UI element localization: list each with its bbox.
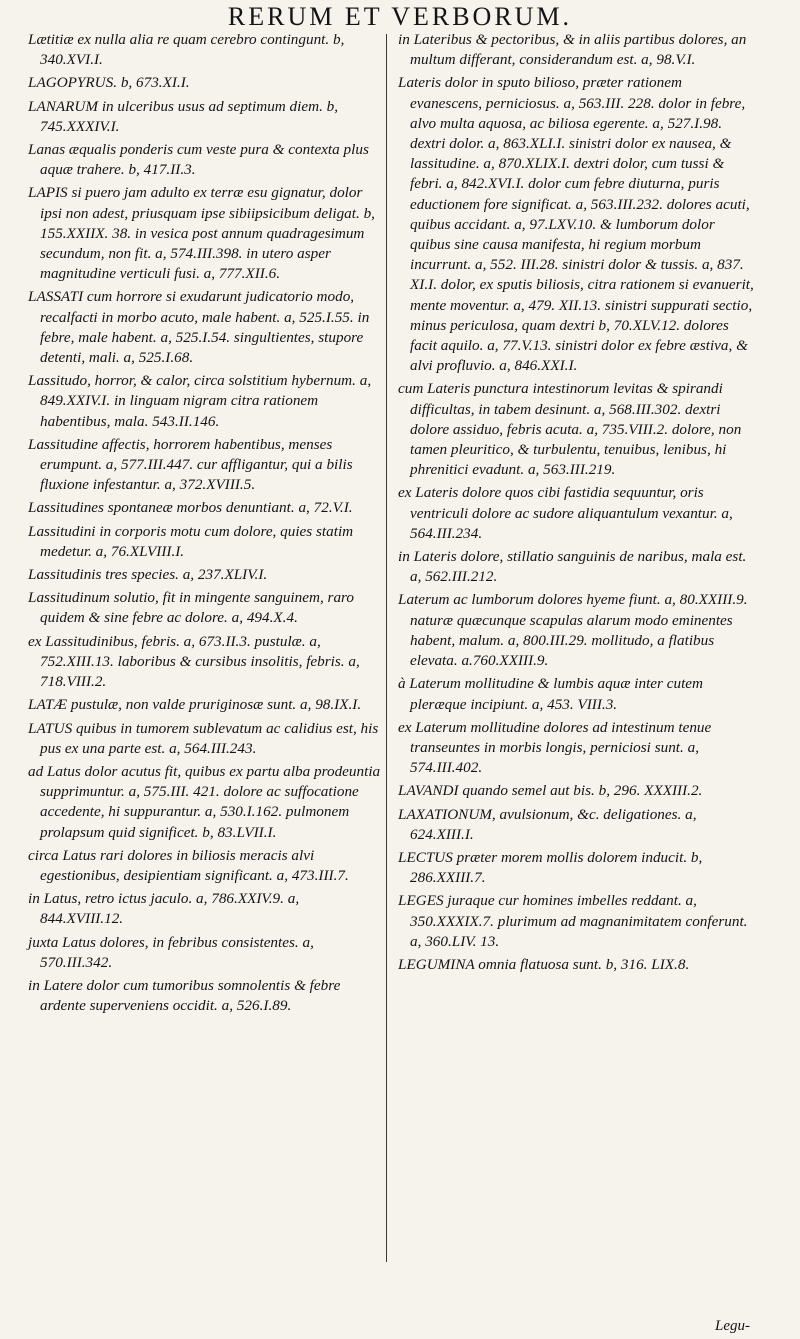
index-entry: Laterum ac lumborum dolores hyeme fiunt. a, 80.XXIII.9. naturæ quæcunque scapulas alarum modo eminentes habent, malum. a, 800.III.29. mollitudo, a flatibus elevata. a.760.XXIII.9. [398, 591, 748, 670]
index-entry: LAPIS si puero jam adulto ex terræ esu gignatur, dolor ipsi non adest, priusquam ipse sibiipsicibum deligat. b, 155.XXIIX. 38. in vesica post annum quadragesimum secundum, non fit. a, 574.III.398. in utero asper magnitudine verticuli fusi. a, 777.XII.6. [28, 184, 375, 283]
catchword: Legu- [715, 1318, 750, 1334]
index-entry: Lateris dolor in sputo bilioso, præter rationem evanescens, perniciosus. a, 563.III. 228. dolor in febre, alvo multa aquosa, ac biliosa egerente. a, 527.I.98. dextri dolor. a, 863.XLI.I. sinistri dolor ex nausea, & lassitudine. a, 870.XLIX.I. dextri dolor, cum tussi & febri. a, 842.XVI.I. dolor cum febre diuturna, puris eductionem fore significat. a, 563.III.232. dolores acuti, quibus accidant. a, 97.LXV.10. & lumborum dolor quibus sine causa manifesta, hi regium morbum incurrunt. a, 552. III.28. sinistri dolor & tussis. a, 837. XI.I. dolor, ex sputis biliosis, citra rationem si evanuerit, mente moventur. a, 479. XII.13. sinistri suppurati sectio, minus periculosa, quam dextri b, 70.XLV.12. dolores facit aquilo. a, 77.V.13. sinistri dolor ex febre æstiva, & alvi profluvio. a, 846.XXI.I. [398, 74, 754, 375]
index-entry: in Latus, retro ictus jaculo. a, 786.XXIV.9. a, 844.XVIII.12. [28, 890, 300, 928]
index-entry: in Latere dolor cum tumoribus somnolentis & febre ardente superveniens occidit. a, 526.I.89. [28, 976, 341, 1015]
index-entry: Lætitiæ ex nulla alia re quam cerebro contingunt. b, 340.XVI.I. [28, 31, 345, 69]
index-entry: LEGES juraque cur homines imbelles reddant. a, 350.XXXIX.7. plurimum ad magnanimitatem conferunt. a, 360.LIV. 13. [398, 892, 748, 950]
index-entry: Lassitudine affectis, horrorem habentibus, menses erumpunt. a, 577.III.447. cur affligantur, qui a bilis fluxione infestantur. a, 372.XVIII.5. [28, 435, 353, 494]
index-entry: LAGOPYRUS. b, 673.XI.I. [28, 74, 190, 92]
index-entry: Lassitudini in corporis motu cum dolore, quies statim medetur. a, 76.XLVIII.I. [28, 522, 354, 560]
index-entry: Lassitudo, horror, & calor, circa solstitium hybernum. a, 849.XXIV.I. in linguam nigram citra rationem habentibus, mala. 543.II.146. [28, 372, 372, 430]
index-entry: juxta Latus dolores, in febribus consistentes. a, 570.III.342. [28, 933, 314, 971]
index-entry: LEGUMINA omnia flatuosa sunt. b, 316. LIX.8. [398, 955, 690, 973]
index-entry: in Lateris dolore, stillatio sanguinis de naribus, mala est. a, 562.III.212. [398, 548, 747, 586]
index-entry: à Laterum mollitudine & lumbis aquæ inter cutem pleræque incipiunt. a, 453. VIII.3. [398, 675, 704, 713]
index-entry: in Lateribus & pectoribus, & in aliis partibus dolores, an multum differant, considerandum est. a, 98.V.I. [398, 31, 747, 69]
index-entry: LAVANDI quando semel aut bis. b, 296. XXXIII.2. [398, 782, 703, 800]
column-divider [386, 34, 387, 1262]
index-entry: LATÆ pustulæ, non valde pruriginosæ sunt. a, 98.IX.I. [28, 696, 362, 714]
index-entry: circa Latus rari dolores in biliosis meracis alvi egestionibus, desipientiam significant. a, 473.III.7. [28, 846, 349, 884]
running-header: RERUM ET VERBORUM. [227, 2, 573, 31]
index-entry: cum Lateris punctura intestinorum levitas & spirandi difficultas, in tabem desinunt. a, 568.III.302. dextri dolore assiduo, febris acuta. a, 735.VIII.2. dolore, non tamen pleuritico, & turbulentu, tenuibus, lenibus, hi phrenitici evadunt. a, 563.III.219. [398, 380, 742, 479]
left-column [28, 30, 384, 1019]
index-entry: LATUS quibus in tumorem sublevatum ac calidius est, his pus ex una parte est. a, 564.III.243. [28, 719, 379, 757]
index-entry: LAXATIONUM, avulsionum, &c. deligationes. a, 624.XIII.I. [398, 805, 697, 843]
right-column [398, 30, 756, 978]
index-entry: ex Laterum mollitudine dolores ad intestinum tenue transeuntes in morbis longis, perniciosi sunt. a, 574.III.402. [398, 718, 712, 777]
index-entry: Lassitudines spontaneæ morbos denuntiant. a, 72.V.I. [28, 499, 353, 517]
index-entry: LECTUS præter morem mollis dolorem inducit. b, 286.XXIII.7. [398, 848, 703, 887]
index-entry: LANARUM in ulceribus usus ad septimum diem. b, 745.XXXIV.I. [28, 97, 339, 135]
index-entry: Lassitudinis tres species. a, 237.XLIV.I. [28, 566, 268, 584]
index-entry: Lassitudinum solutio, fit in mingente sanguinem, raro quidem & sine febre ac dolore. a, 494.X.4. [28, 589, 354, 627]
index-entry: ex Lateris dolore quos cibi fastidia sequuntur, oris ventriculi dolore ac sudore aliquantulum vexantur. a, 564.III.234. [398, 484, 733, 542]
index-entry: LASSATI cum horrore si exudarunt judicatorio modo, recalfacti in morbo acuto, male habent. a, 525.I.55. in febre, male habent. a, 525.I.54. singultientes, stupore detenti, mali. a, 525.I.68. [28, 288, 370, 367]
index-entry: ad Latus dolor acutus fit, quibus ex partu alba prodeuntia supprimuntur. a, 575.III. 421. dolore ac suffocatione accedente, hi suppurantur. a, 530.I.162. pulmonem prolapsum quid significet. b, 83.LVII.I. [28, 762, 381, 841]
index-entry: Lanas æqualis ponderis cum veste pura & contexta plus aquæ trahere. b, 417.II.3. [28, 141, 369, 179]
index-entry: ex Lassitudinibus, febris. a, 673.II.3. pustulæ. a, 752.XIII.13. laboribus & cursibus insolitis, febris. a, 718.VIII.2. [28, 632, 360, 691]
